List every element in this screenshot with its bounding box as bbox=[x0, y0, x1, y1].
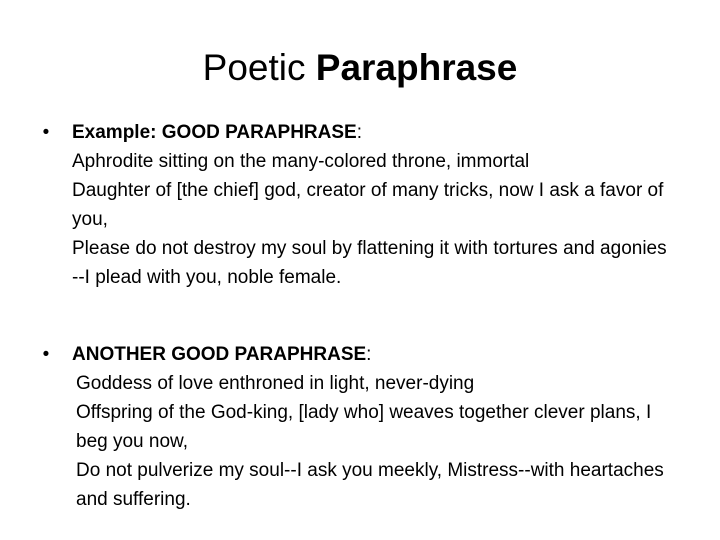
bullet-heading-suffix: : bbox=[356, 122, 362, 143]
paraphrase-lines bbox=[36, 147, 686, 292]
paraphrase-line: Goddess of love enthroned in light, never-dying bbox=[76, 373, 475, 394]
paraphrase-lines bbox=[36, 369, 686, 514]
title-plain: Poetic bbox=[202, 47, 306, 88]
title-bold: Paraphrase bbox=[315, 47, 518, 88]
bullet-marker: • bbox=[42, 344, 50, 365]
paraphrase-line: Please do not destroy my soul by flattening it with tortures and agonies bbox=[72, 238, 667, 259]
paraphrase-line: --I plead with you, noble female. bbox=[72, 267, 342, 288]
bullet-another-good-paraphrase bbox=[36, 340, 686, 514]
bullet-heading bbox=[36, 340, 686, 369]
bullet-heading bbox=[36, 118, 686, 147]
slide-title bbox=[0, 42, 720, 94]
bullet-marker: • bbox=[42, 122, 50, 143]
paraphrase-line: Do not pulverize my soul--I ask you meekly, Mistress--with heartaches and suffering. bbox=[76, 460, 664, 510]
paraphrase-line: Offspring of the God-king, [lady who] weaves together clever plans, I beg you now, bbox=[76, 402, 652, 452]
paraphrase-line: Daughter of [the chief] god, creator of many tricks, now I ask a favor of you, bbox=[72, 180, 664, 230]
bullet-example-good-paraphrase bbox=[36, 118, 686, 292]
bullet-heading-suffix: : bbox=[366, 344, 372, 365]
paraphrase-line: Aphrodite sitting on the many-colored throne, immortal bbox=[72, 151, 530, 172]
bullet-heading-text: ANOTHER GOOD PARAPHRASE bbox=[72, 344, 367, 365]
bullet-heading-text: Example: GOOD PARAPHRASE bbox=[72, 122, 357, 143]
